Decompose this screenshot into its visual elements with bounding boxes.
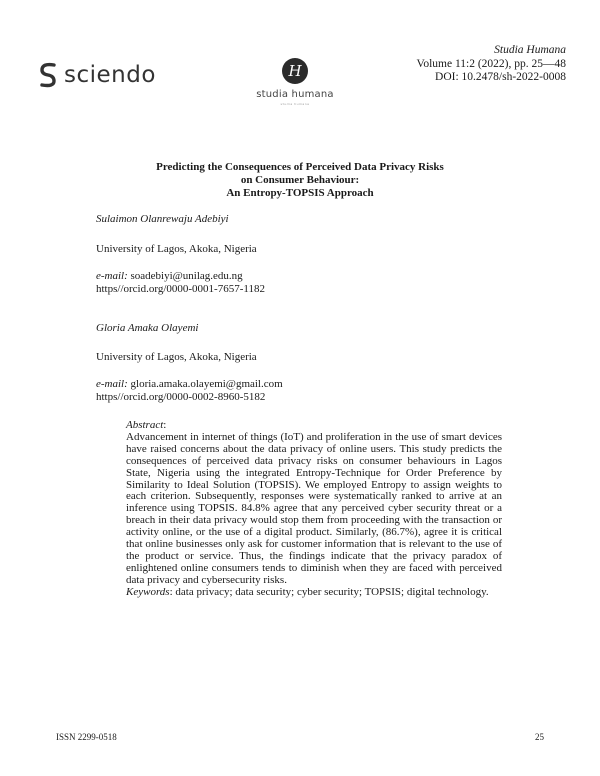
author-1-email-label: e-mail: xyxy=(96,270,128,282)
sciendo-wordmark: sciendo xyxy=(64,62,156,88)
title-line-2: on Consumer Behaviour: xyxy=(240,174,360,186)
keywords xyxy=(126,587,502,599)
title-line-3: An Entropy-TOPSIS Approach xyxy=(226,187,374,199)
keywords-text: : data privacy; data security; cyber security; TOPSIS; digital technology. xyxy=(169,585,489,598)
author-1-affiliation: University of Lagos, Akoka, Nigeria xyxy=(96,243,257,255)
studia-humana-logo-text: studia humana xyxy=(256,89,334,100)
abstract-colon: : xyxy=(163,419,167,431)
author-2-email[interactable]: gloria.amaka.olayemi@gmail.com xyxy=(130,378,283,390)
journal-info xyxy=(417,44,567,85)
journal-doi: DOI: 10.2478/sh-2022-0008 xyxy=(435,71,566,83)
author-2-email-label: e-mail: xyxy=(96,378,128,390)
journal-name: Studia Humana xyxy=(494,44,566,56)
author-2-orcid[interactable]: https//orcid.org/0000-0002-8960-5182 xyxy=(96,391,266,403)
studia-humana-h-icon: H xyxy=(282,58,308,84)
author-2-contact xyxy=(96,378,283,404)
title-line-1: Predicting the Consequences of Perceived Data Privacy Risks xyxy=(156,161,444,173)
abstract xyxy=(126,420,502,599)
author-1-email[interactable]: soadebiyi@unilag.edu.ng xyxy=(130,270,243,282)
paper-title xyxy=(0,161,600,200)
author-1-name: Sulaimon Olanrewaju Adebiyi xyxy=(96,213,229,225)
footer-page-number: 25 xyxy=(535,732,544,742)
studia-humana-logo-subtext: studia humana xyxy=(280,102,310,106)
abstract-label: Abstract xyxy=(126,419,164,431)
sciendo-logo xyxy=(38,62,156,88)
author-2-name: Gloria Amaka Olayemi xyxy=(96,322,199,334)
studia-humana-logo xyxy=(250,58,340,106)
footer-issn: ISSN 2299-0518 xyxy=(56,732,117,742)
author-2-affiliation: University of Lagos, Akoka, Nigeria xyxy=(96,351,257,363)
journal-volume: Volume 11:2 (2022), pp. 25—48 xyxy=(416,57,566,70)
author-1-contact xyxy=(96,270,265,296)
abstract-text: Advancement in internet of things (IoT) and proliferation in the use of smart devices have raised concerns about the data privacy of online users. This study predicts the consequences of perceived data privacy risks on consumer behaviours in Lagos State, Nigeria using the integrated Entropy-Technique for Order Preference by Similarity to Ideal Solution (TOPSIS). We employed Entropy to assign weights to each criterion. Subsequently, responses were systematically ranked to arrive at an inference using TOPSIS. 84.8% agree that any perceived cyber security threat or a breach in their data privacy would stop them from proceeding with the transaction or activity online, or the use of a digital product. Similarly, (86.7%), agree it is critical that online businesses only ask for customer information that is relevant to the use of the product or service. Thus, the findings indicate that the privacy paradox of enlightened online consumers tends to diminish when they are faced with perceived data privacy and cybersecurity risks. xyxy=(126,430,502,586)
sciendo-s-icon xyxy=(38,62,58,88)
author-1-orcid[interactable]: https//orcid.org/0000-0001-7657-1182 xyxy=(96,283,265,295)
keywords-label: Keywords xyxy=(126,585,170,598)
